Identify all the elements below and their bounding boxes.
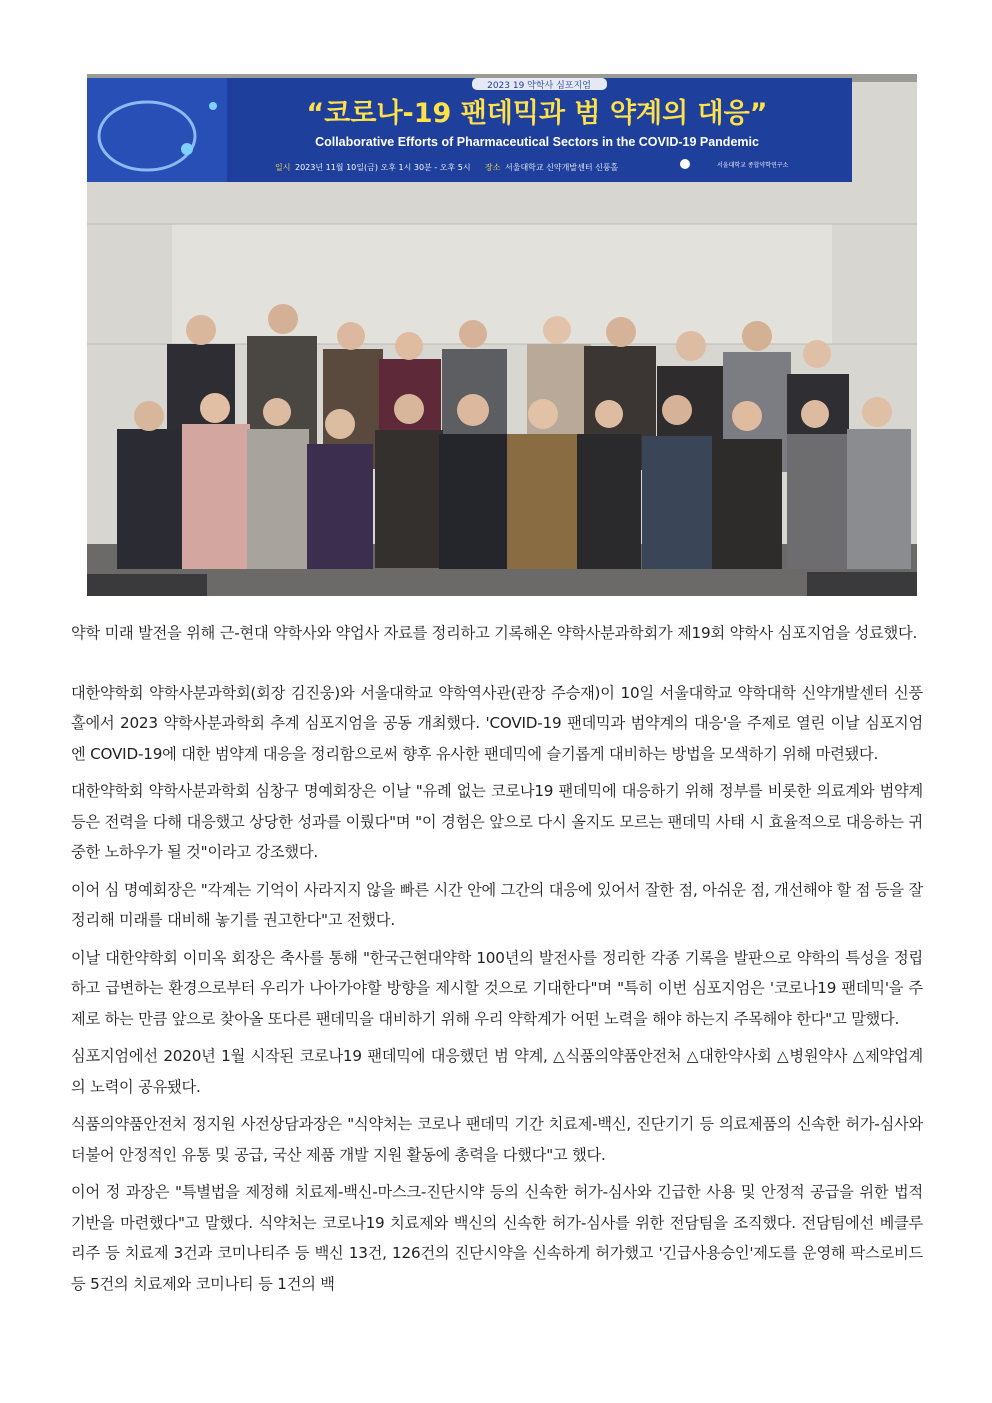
- banner-title-korean: “코로나-19 팬데믹과 범 약계의 대응”: [306, 98, 768, 129]
- banner-organizer: 서울대학교 종합약학연구소: [717, 162, 789, 169]
- article-paragraph: 대한약학회 약학사분과학회(회장 김진웅)와 서울대학교 약학역사관(관장 주승재)이 10일 서울대학교 약학대학 신약개발센터 신풍홀에서 2023 약학사분과학회 추계 심포지엄을 공동 개최했다. 'COVID-19 팬데믹과 범약계의 대응'을 주제로 열린 이날 심포지엄엔 COVID-19에 대한 범약계 대응을 정리함으로써 향후 유사한 팬데믹에 슬기롭게 대비하는 방법을 모색하기 위해 마련됐다.: [71, 683, 923, 763]
- article-paragraph: 심포지엄에선 2020년 1월 시작된 코로나19 팬데믹에 대응했던 범 약계, △식품의약품안전처 △대한약사회 △병원약사 △제약업계의 노력이 공유됐다.: [71, 1047, 923, 1096]
- group-photo-illustration: [87, 74, 917, 596]
- article-paragraph: 식품의약품안전처 정지원 사전상담과장은 "식약처는 코로나 팬데믹 기간 치료제-백신, 진단기기 등 의료제품의 신속한 허가-심사와 더불어 안정적인 유통 및 공급, 국산 제품 개발 지원 활동에 총력을 다했다"고 했다.: [71, 1115, 923, 1164]
- article-paragraph: 대한약학회 약학사분과학회 심창구 명예회장은 이날 "유례 없는 코로나19 팬데믹에 대응하기 위해 정부를 비롯한 의료계와 범약계 등은 전력을 다해 대응했고 상당한 성과를 이뤘다"며 "이 경험은 앞으로 다시 올지도 모르는 팬데믹 사태 시 효율적으로 대응하는 귀중한 노하우가 될 것"이라고 강조했다.: [71, 782, 923, 861]
- article-lead-paragraph: 약학 미래 발전을 위해 근-현대 약학사와 약업사 자료를 정리하고 기록해온 약학사분과학회가 제19회 약학사 심포지엄을 성료했다.: [71, 624, 918, 642]
- article-paragraph: 이날 대한약학회 이미옥 회장은 축사를 통해 "한국근현대약학 100년의 발전사를 정리한 각종 기록을 발판으로 약학의 특성을 정립하고 급변하는 환경으로부터 우리가 나아가야할 방향을 제시할 것으로 기대한다"며 "특히 이번 심포지엄은 '코로나19 팬데믹'을 주제로 하는 만큼 앞으로 찾아올 또다른 팬데믹을 대비하기 위해 우리 약학계가 어떤 노력을 해야 하는지 주목해야 한다"고 말했다.: [71, 948, 923, 1028]
- banner-date: 2023년 11월 10일(금) 오후 1시 30분 - 오후 5시: [295, 163, 471, 172]
- article-paragraph: 이어 심 명예회장은 "각계는 기억이 사라지지 않을 빠른 시간 안에 그간의 대응에 있어서 잘한 점, 아쉬운 점, 개선해야 할 점 등을 잘 정리해 미래를 대비해 놓기를 권고한다"고 전했다.: [71, 880, 923, 929]
- banner-date-label: 일시: [275, 163, 291, 172]
- virus-icon: [181, 143, 193, 155]
- symposium-banner: [87, 78, 852, 182]
- article-body: [71, 618, 923, 1306]
- banner-top-label: 2023 19 약학사 심포지엄: [487, 81, 591, 91]
- banner-place-label: 장소: [485, 163, 501, 172]
- banner-title-english: Collaborative Efforts of Pharmaceutical Sectors in the COVID-19 Pandemic: [315, 135, 759, 149]
- university-emblem-icon: [680, 159, 690, 169]
- banner-place: 서울대학교 신약개발센터 신풍홀: [505, 163, 619, 172]
- article-paragraph: 이어 정 과장은 "특별법을 제정해 치료제-백신-마스크-진단시약 등의 신속한 허가-심사와 긴급한 사용 및 안정적 공급을 위한 법적 기반을 마련했다"고 말했다. 식약처는 코로나19 치료제와 백신의 신속한 허가-심사를 위한 전담팀을 조직했다. 전담팀에선 베클루리주 등 치료제 3건과 코미나티주 등 백신 13건, 126건의 진단시약을 신속하게 허가했고 '긴급사용승인'제도를 운영해 팍스로비드 등 5건의 치료제와 코미나티 등 1건의 백: [71, 1183, 923, 1293]
- virus-icon: [209, 102, 217, 110]
- group-photo: [87, 74, 917, 596]
